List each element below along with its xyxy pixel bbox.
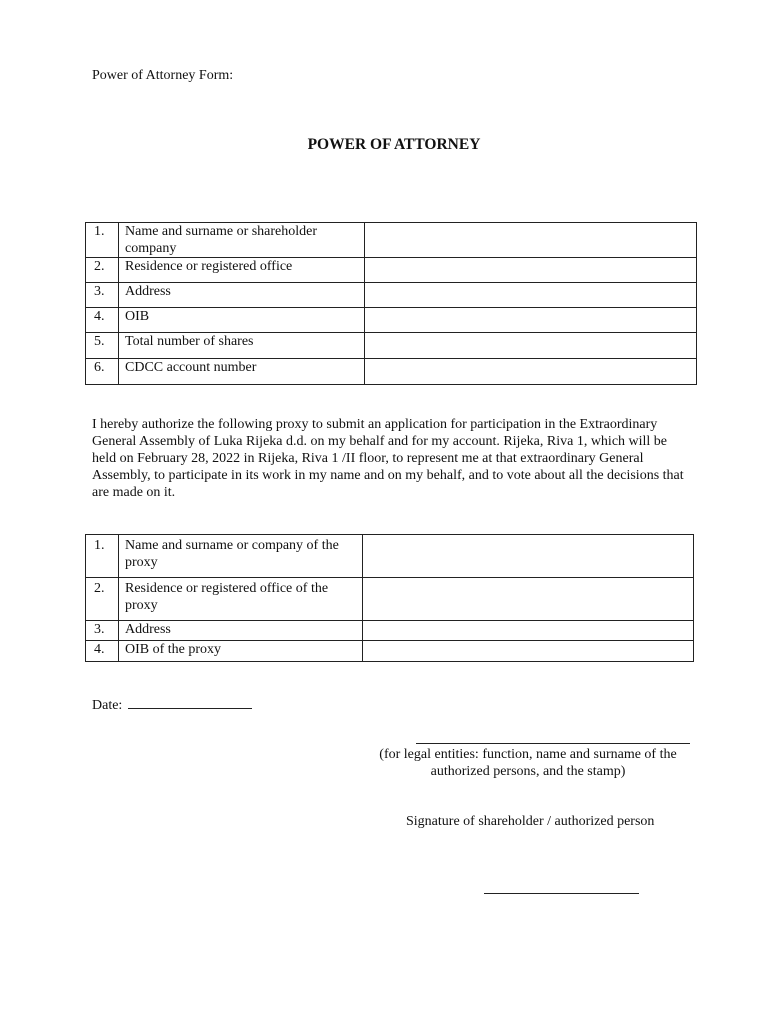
- row-label: Residence or registered office of the proxy: [119, 578, 363, 621]
- document-title: POWER OF ATTORNEY: [307, 136, 481, 153]
- date-label: Date:: [92, 698, 123, 713]
- table-row: [86, 641, 694, 662]
- legal-entities-note: (for legal entities: function, name and surname of the authorized persons, and the stamp): [379, 747, 677, 779]
- table-row: [86, 621, 694, 641]
- table-row: [86, 308, 697, 333]
- row-label: Name and surname or shareholder company: [119, 223, 365, 258]
- proxy-residence-field[interactable]: [363, 578, 694, 621]
- table-row: [86, 535, 694, 578]
- table-row: [86, 283, 697, 308]
- signature-line[interactable]: [484, 893, 639, 894]
- proxy-address-field[interactable]: [363, 621, 694, 641]
- signature-caption: Signature of shareholder / authorized person: [406, 814, 655, 829]
- row-label: Name and surname or company of the proxy: [119, 535, 363, 578]
- row-number: 1.: [86, 535, 119, 578]
- row-number: 4.: [86, 308, 119, 333]
- row-number: 1.: [86, 223, 119, 258]
- row-number: 3.: [86, 283, 119, 308]
- row-label: Total number of shares: [119, 333, 365, 359]
- shareholder-residence-field[interactable]: [365, 258, 697, 283]
- row-label: Address: [119, 283, 365, 308]
- table-row: [86, 359, 697, 385]
- authorization-paragraph: I hereby authorize the following proxy to submit an application for participation in the Extraordinary General Assembly of Luka Rijeka d.d. on my behalf and for my account. Rijeka, Riva 1, which will be held on February 28, 2022 in Rijeka, Riva 1 /II floor, to represent me at that extraordinary General Assembly, to participate in its work in my name and on my behalf, and to vote about all the decisions that are made on it.: [92, 417, 684, 500]
- shareholder-oib-field[interactable]: [365, 308, 697, 333]
- row-number: 4.: [86, 641, 119, 662]
- table-row: [86, 333, 697, 359]
- proxy-oib-field[interactable]: [363, 641, 694, 662]
- cdcc-account-field[interactable]: [365, 359, 697, 385]
- proxy-table: [85, 534, 694, 662]
- form-heading: Power of Attorney Form:: [92, 68, 234, 83]
- date-line: [92, 696, 252, 714]
- table-row: [86, 578, 694, 621]
- row-number: 6.: [86, 359, 119, 385]
- row-label: Residence or registered office: [119, 258, 365, 283]
- date-blank-field[interactable]: [128, 696, 252, 709]
- row-label: CDCC account number: [119, 359, 365, 385]
- shareholder-address-field[interactable]: [365, 283, 697, 308]
- row-number: 5.: [86, 333, 119, 359]
- row-label: OIB: [119, 308, 365, 333]
- shares-count-field[interactable]: [365, 333, 697, 359]
- table-row: [86, 258, 697, 283]
- row-number: 3.: [86, 621, 119, 641]
- shareholder-table: [85, 222, 697, 385]
- legal-entity-signature-line[interactable]: [416, 743, 690, 744]
- table-row: [86, 223, 697, 258]
- shareholder-name-field[interactable]: [365, 223, 697, 258]
- row-number: 2.: [86, 258, 119, 283]
- proxy-name-field[interactable]: [363, 535, 694, 578]
- row-label: Address: [119, 621, 363, 641]
- row-label: OIB of the proxy: [119, 641, 363, 662]
- row-number: 2.: [86, 578, 119, 621]
